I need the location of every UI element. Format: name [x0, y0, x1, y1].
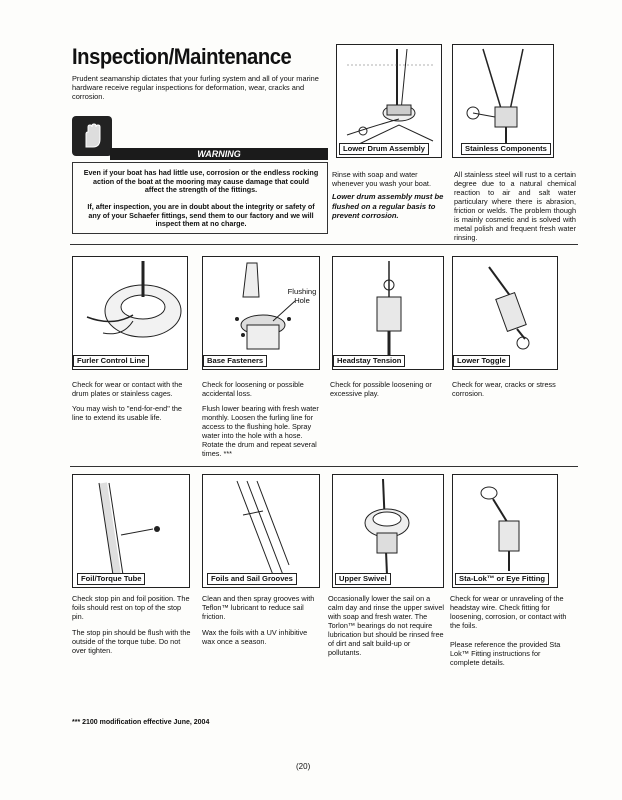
hand-stop-icon	[72, 116, 112, 156]
grooves-illustration	[203, 475, 319, 587]
caption-base: Base Fasteners	[203, 355, 267, 367]
caption-swivel: Upper Swivel	[335, 573, 391, 585]
furler-text-2: You may wish to "end-for-end" the line to extend its usable life.	[72, 404, 182, 422]
caption-lower-drum: Lower Drum Assembly	[339, 143, 429, 155]
figure-toggle	[452, 256, 558, 370]
figure-lower-drum	[336, 44, 442, 158]
swivel-illustration	[333, 475, 443, 587]
flushing-hole-label: Flushing Hole	[287, 287, 317, 305]
lower-drum-text: Rinse with soap and water whenever you wash your boat.	[332, 170, 431, 188]
furler-illustration	[73, 257, 187, 369]
caption-stainless: Stainless Components	[461, 143, 551, 155]
headstay-text: Check for possible loosening or excessive play.	[330, 380, 432, 398]
figure-stainless	[452, 44, 554, 158]
page-title: Inspection/Maintenance	[72, 44, 292, 69]
caption-headstay: Headstay Tension	[333, 355, 405, 367]
furler-text-1: Check for wear or contact with the drum plates or stainless cages.	[72, 380, 183, 398]
page-number: (20)	[296, 762, 311, 771]
caption-stalok: Sta-Lok™ or Eye Fitting	[455, 573, 549, 585]
caption-furler: Furler Control Line	[73, 355, 149, 367]
foil-text-2: The stop pin should be flush with the outside of the torque tube. Do not over tighten.	[72, 628, 191, 655]
footer-note: *** 2100 modification effective June, 2004	[72, 719, 210, 726]
grooves-text-2: Wax the foils with a UV inhibitive wax once a season.	[202, 628, 308, 646]
figure-base	[202, 256, 320, 370]
caption-toggle: Lower Toggle	[453, 355, 510, 367]
foil-illustration	[73, 475, 189, 587]
base-text-1: Check for loosening or possible accidental loss.	[202, 380, 304, 398]
stainless-illustration	[453, 45, 553, 157]
figure-swivel	[332, 474, 444, 588]
divider	[70, 466, 578, 467]
warning-box	[72, 116, 328, 234]
warning-body	[72, 162, 328, 234]
base-illustration	[203, 257, 319, 369]
figure-stalok	[452, 474, 558, 588]
base-text-2: Flush lower bearing with fresh water monthly. Loosen the furling line for access to the flushing hole. Spray water into the hole with a hose. Rotate the drum and repeat several times. ***	[202, 404, 319, 458]
grooves-text-1: Clean and then spray grooves with Teflon™ lubricant to reduce sail friction.	[202, 594, 315, 621]
foil-text-1: Check stop pin and foil position. The foils should rest on top of the stop pin.	[72, 594, 190, 621]
toggle-text: Check for wear, cracks or stress corrosion.	[452, 380, 556, 398]
figure-foil	[72, 474, 190, 588]
stalok-text-2: Please reference the provided Sta Lok™ Fitting instructions for complete details.	[450, 640, 561, 667]
figure-headstay	[332, 256, 444, 370]
figure-grooves	[202, 474, 320, 588]
swivel-text: Occasionally lower the sail on a calm day and rinse the upper swivel with soap and fresh water. The Torlon™ bearings do not require lubrication but should be rinsed free of dirt and salt build-up or pollutants.	[328, 594, 444, 657]
warning-paragraph-1: Even if your boat has had little use, corrosion or the endless rocking action of the boat at the mooring may cause damage that could affect the strength of the fittings.	[83, 168, 319, 194]
toggle-illustration	[453, 257, 557, 369]
caption-grooves: Foils and Sail Grooves	[207, 573, 297, 585]
figure-furler	[72, 256, 188, 370]
divider	[70, 244, 578, 245]
warning-paragraph-2: If, after inspection, you are in doubt about the integrity or safety of any of your Schaefer fittings, send them to our factory and we will inspect them at no charge.	[87, 202, 315, 228]
warning-label: WARNING	[110, 148, 328, 160]
lower-drum-emphasis: Lower drum assembly must be flushed on a regular basis to prevent corrosion.	[332, 192, 444, 220]
intro-paragraph: Prudent seamanship dictates that your furling system and all of your marine hardware receive regular inspections for deformation, wear, cracks and corrosion.	[72, 74, 319, 101]
stalok-illustration	[453, 475, 557, 587]
caption-foil: Foil/Torque Tube	[77, 573, 145, 585]
lower-drum-illustration	[337, 45, 441, 157]
stainless-text: All stainless steel will rust to a certain degree due to a natural chemical reaction to air and salt water particulary where there is abrasion, friction or welds. The problem though is mainly cosmetic and is solved with metal polish and frequent fresh water rinsing.	[454, 170, 576, 242]
headstay-illustration	[333, 257, 443, 369]
stalok-text-1: Check for wear or unraveling of the headstay wire. Check fitting for loosening, corrosion, or contact with the foils.	[450, 594, 567, 630]
